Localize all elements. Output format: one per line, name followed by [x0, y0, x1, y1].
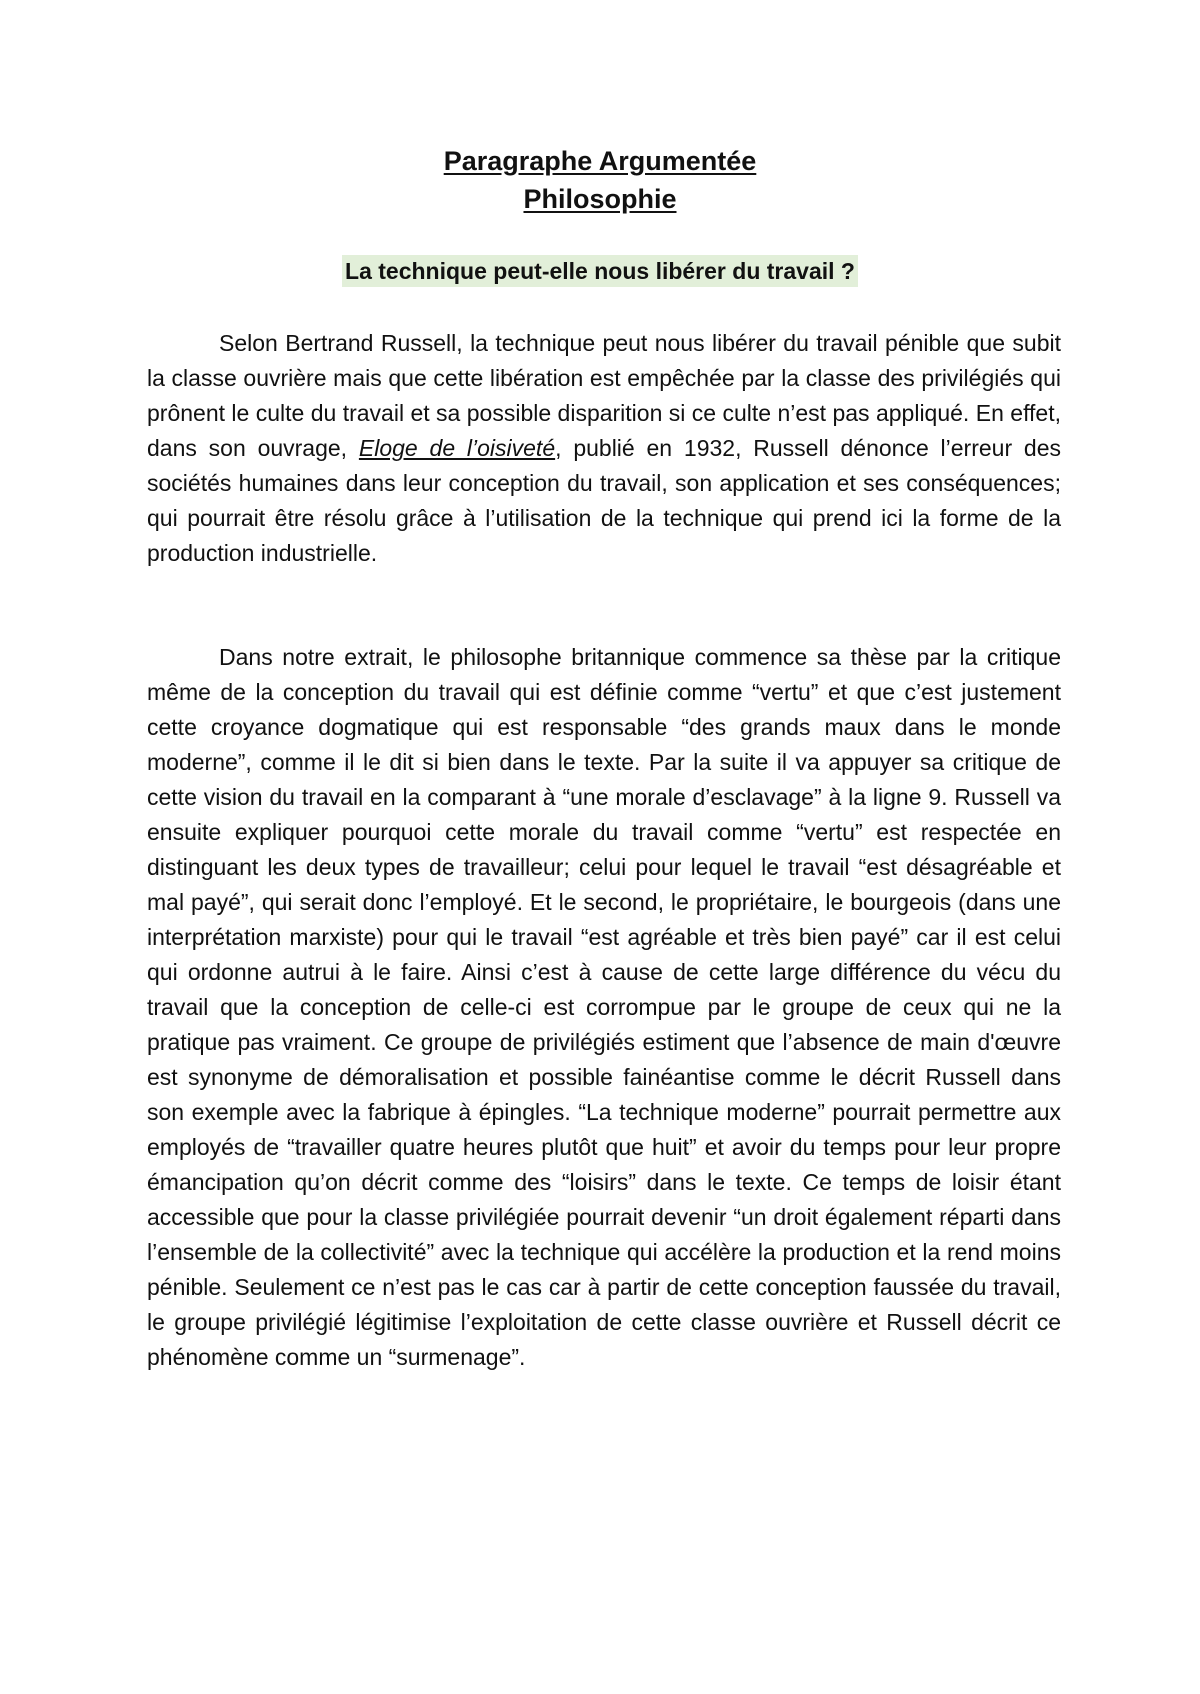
paragraph-intro-part2: , publié en 1932, Russell dénonce l’erreur des sociétés humaines dans leur conception du travail, son application et ses conséquences; qui pourrait être résolu grâce à l’utilisation de la technique qui prend ici la forme de la production industrielle.	[147, 435, 1061, 566]
question-block	[0, 255, 1200, 287]
document-subject	[0, 180, 1200, 218]
book-title: Eloge de l’oisiveté	[358, 435, 556, 461]
paragraph-analysis: Dans notre extrait, le philosophe britannique commence sa thèse par la critique même de la conception du travail qui est définie comme “vertu” et que c’est justement cette croyance dogmatique qui est responsable “des grands maux dans le monde moderne”, comme il le dit si bien dans le texte. Par la suite il va appuyer sa critique de cette vision du travail en la comparant à “une morale d’esclavage” à la ligne 9. Russell va ensuite expliquer pourquoi cette morale du travail comme “vertu” est respectée en distinguant les deux types de travailleur; celui pour lequel le travail “est désagréable et mal payé”, qui serait donc l’employé. Et le second, le propriétaire, le bourgeois (dans une interprétation marxiste) pour qui le travail “est agréable et très bien payé” car il est celui qui ordonne autrui à le faire. Ainsi c’est à cause de cette large différence du vécu du travail que la conception de celle-ci est corrompue par le groupe de ceux qui ne la pratique pas vraiment. Ce groupe de privilégiés estiment que l’absence de main d'œuvre est synonyme de démoralisation et possible fainéantise comme le décrit Russell dans son exemple avec la fabrique à épingles. “La technique moderne” pourrait permettre aux employés de “travailler quatre heures plutôt que huit” et avoir du temps pour leur propre émancipation qu’on décrit comme des “loisirs” dans le texte. Ce temps de loisir étant accessible que pour la classe privilégiée pourrait devenir “un droit également réparti dans l’ensemble de la collectivité” avec la technique qui accélère la production et la rend moins pénible. Seulement ce n’est pas le cas car à partir de cette conception faussée du travail, le groupe privilégié légitimise l’exploitation de cette classe ouvrière et Russell décrit ce phénomène comme un “surmenage”.	[147, 644, 1061, 1370]
document-title	[0, 142, 1200, 180]
document-title-text: Paragraphe Argumentée	[443, 146, 757, 176]
question-heading: La technique peut-elle nous libérer du travail ?	[342, 255, 858, 287]
paragraph-intro-part1: Selon Bertrand Russell, la technique peut nous libérer du travail pénible que subit la classe ouvrière mais que cette libération est empêchée par la classe des privilégiés qui prônent le culte du travail et sa possible disparition si ce culte n’est pas appliqué. En effet, dans son ouvrage,	[147, 330, 1061, 461]
paragraph-intro	[147, 326, 1061, 571]
document-subject-text: Philosophie	[523, 184, 677, 214]
